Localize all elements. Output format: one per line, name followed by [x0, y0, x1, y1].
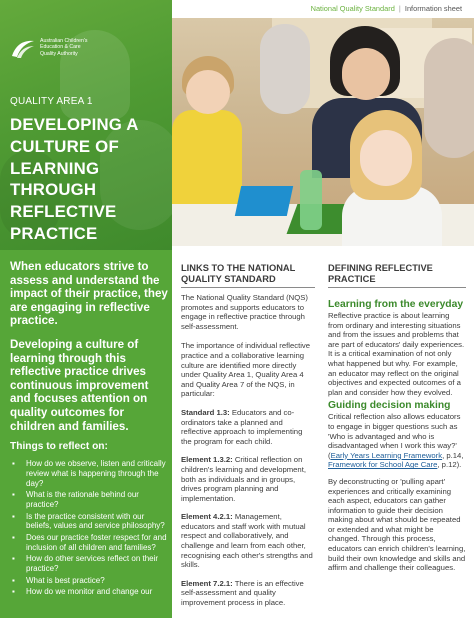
deconstructing-paragraph: By deconstructing or 'pulling apart' experiences and critically examining each aspect, educators can gather information to guide their decision making about what should be repeated or extended and what might be changed. Through this process, educators can enrich children's learning, build their own knowledge and skills and affirm and challenge their colleagues.: [328, 476, 466, 573]
top-header: [172, 0, 474, 18]
heading-divider: [328, 287, 466, 288]
title-line: CULTURE OF: [10, 136, 119, 156]
things-to-reflect-list: [10, 459, 168, 599]
element-text: Educators and co-ordinators take a planned and reflective approach to implementing the program for each child.: [181, 407, 303, 446]
fsac-link[interactable]: Framework for School Age Care: [328, 460, 438, 470]
title-line: THROUGH: [10, 180, 97, 200]
title-line: DEVELOPING A: [10, 115, 139, 134]
logo-line-1: Australian Children's: [40, 38, 88, 44]
list-item: ▪ Is the practice consistent with our beliefs, values and service philosophy?: [10, 512, 168, 532]
header-nqs-label: National Quality Standard: [310, 4, 395, 13]
subheading-learning-everyday: Learning from the everyday: [328, 299, 464, 310]
quality-area-label: QUALITY AREA 1: [10, 96, 93, 107]
paragraph-text: , p.12).: [437, 460, 462, 470]
element-label: Standard 1.3:: [181, 407, 230, 417]
things-to-reflect-heading: Things to reflect on:: [10, 441, 108, 452]
list-item: ▪ How do we monitor and change our: [10, 587, 168, 597]
element-7-2-1: [181, 579, 315, 608]
element-1-3-2: [181, 455, 315, 503]
paragraph-text: , p.14,: [442, 450, 464, 460]
list-item: ▪ How do other services reflect on their practice?: [10, 554, 168, 574]
title-line: PRACTICE: [10, 223, 98, 243]
list-item: ▪ What is the rationale behind our practice?: [10, 490, 168, 510]
learning-everyday-paragraph: Reflective practice is about learning from ordinary and interesting situations and from the issues and problems that are part of educators' daily experiences. It is a critical examination of not only what happened but why. For example, an educator may reflect on the original objectives and expected outcomes of a plan and consider how they evolved.: [328, 311, 465, 397]
element-label: Element 4.2.1:: [181, 512, 233, 522]
section-heading: DEFINING REFLECTIVE PRACTICE: [328, 263, 433, 284]
element-text: Critical reflection on children's learning and development, both as individuals and in groups, drives program planning and implementation.: [181, 455, 306, 503]
list-item: ▪ Does our practice foster respect for and inclusion of all children and families?: [10, 533, 168, 553]
title-line: LEARNING: [10, 158, 100, 178]
title-line: REFLECTIVE: [10, 202, 117, 222]
section-heading: LINKS TO THE NATIONAL QUALITY STANDARD: [181, 263, 296, 284]
lead-paragraph-1: When educators strive to assess and understand the impact of their practice, they are engaging in reflective practice.: [10, 260, 168, 328]
element-text: There is an effective self-assessment and quality improvement process in place.: [181, 578, 304, 608]
element-label: Element 1.3.2:: [181, 455, 233, 465]
subheading-guiding-decisions: Guiding decision making: [328, 400, 451, 412]
lead-paragraph-2: Developing a culture of learning through this reflective practice drives continuous improvement and focuses attention on quality outcomes for children and families.: [10, 338, 149, 433]
heading-divider: [181, 287, 315, 288]
logo-line-3: Quality Authority: [40, 50, 78, 57]
element-text: Management, educators and staff work with mutual respect and collaboratively, and challenge and learn from each other, recognising each other's strengths and skills.: [181, 512, 313, 570]
element-label: Element 7.2.1:: [181, 578, 233, 588]
eylf-link[interactable]: Early Years Learning Framework: [330, 450, 443, 460]
column-defining-reflective-practice: [328, 263, 466, 573]
paragraph-text: Critical reflection also allows educators to engage in bigger questions such as 'Who is advantaged and who is disadvantaged when I work this way?' (: [328, 412, 461, 460]
page-title: [10, 114, 170, 245]
guiding-decisions-paragraph: [328, 412, 466, 470]
header-separator: |: [398, 4, 401, 13]
element-4-2-1: [181, 512, 315, 570]
intro-paragraph: The National Quality Standard (NQS) promotes and supports educators to engage in reflective practice through self-assessment.: [181, 293, 308, 331]
importance-paragraph: The importance of individual reflective practice and a collaborative learning culture are identified more directly under Quality Area 1, Quality Area 4 and Quality Area 7 of the NQS, in particular:: [181, 341, 311, 399]
list-item: ▪ How do we observe, listen and critically review what is happening through the day?: [10, 459, 168, 488]
header-text: [311, 4, 462, 13]
logo-line-2: Education & Care: [40, 44, 81, 51]
acecqa-logo: [10, 38, 120, 60]
column-links-nqs: [181, 263, 315, 608]
hero-photo: [172, 18, 474, 246]
list-item: ▪ What is best practice?: [10, 576, 168, 586]
logo-text: [40, 38, 120, 57]
acecqa-logo-icon: [10, 38, 36, 60]
header-doc-type: Information sheet: [404, 4, 462, 13]
standard-1-3: [181, 408, 315, 446]
